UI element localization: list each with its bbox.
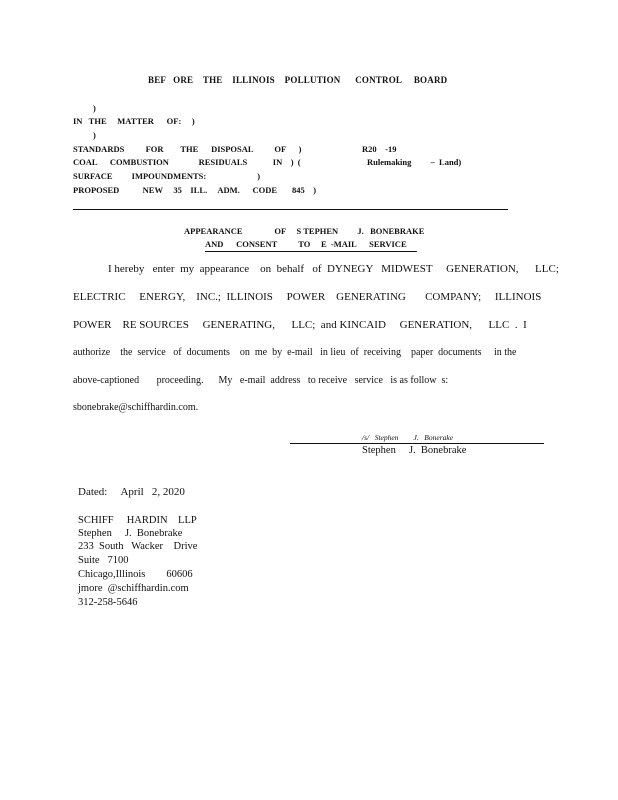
body-line: ELECTRIC ENERGY, INC.; ILLINOIS POWER GENERATING COMPANY; ILLINOIS (73, 291, 542, 303)
date-line: Dated: April 2, 2020 (78, 486, 185, 498)
caption-surface-line: SURFACE IMPOUNDMENTS: ) (73, 171, 261, 181)
body-line: POWER RE SOURCES GENERATING, LLC; and KINCAID GENERATION, LLC . I (73, 319, 527, 331)
appearance-title: APPEARANCE OF S TEPHEN J. BONEBRAKE (184, 226, 425, 236)
body-line: above-captioned proceeding. My e-mail address to receive service is as follow s: (73, 375, 449, 386)
firm-street: 233 South Wacker Drive (78, 541, 198, 552)
body-line: authorize the service of documents on me by e-mail in lieu of receiving paper documents in the (73, 347, 517, 358)
body-line: I hereby enter my appearance on behalf of DYNEGY MIDWEST GENERATION, LLC; (108, 263, 559, 275)
firm-name: SCHIFF HARDIN LLP (78, 515, 197, 526)
caption-paren: ) (93, 103, 96, 113)
caption-proposed-line: PROPOSED NEW 35 ILL. ADM. CODE 845 ) (73, 185, 317, 195)
firm-city: Chicago,Illinois 60606 (78, 569, 193, 580)
caption-matter-line: IN THE MATTER OF: ) (73, 116, 195, 126)
caption-paren: ) (93, 130, 96, 140)
email-address: sbonebrake@schiffhardin.com. (73, 402, 199, 413)
electronic-signature: /s/ Stephen J. Bonerake (362, 433, 454, 442)
document-heading: BEF ORE THE ILLINOIS POLLUTION CONTROL BOARD (148, 75, 448, 85)
caption-standards-line: STANDARDS FOR THE DISPOSAL OF ) (73, 144, 302, 154)
rulemaking-label: Rulemaking – Land) (367, 157, 462, 167)
consent-title: AND CONSENT TO E -MAIL SERVICE (205, 239, 407, 249)
docket-number: R20 -19 (362, 144, 397, 154)
title-underline (205, 251, 417, 252)
firm-suite: Suite 7100 (78, 555, 129, 566)
firm-attorney: Stephen J. Bonebrake (78, 528, 183, 539)
caption-coal-line: COAL COMBUSTION RESIDUALS IN ) ( (73, 157, 301, 167)
firm-phone: 312-258-5646 (78, 597, 138, 608)
signatory-name: Stephen J. Bonebrake (362, 445, 467, 456)
caption-divider (73, 209, 508, 210)
firm-email: jmore @schiffhardin.com (78, 583, 189, 594)
signature-line (290, 443, 544, 444)
